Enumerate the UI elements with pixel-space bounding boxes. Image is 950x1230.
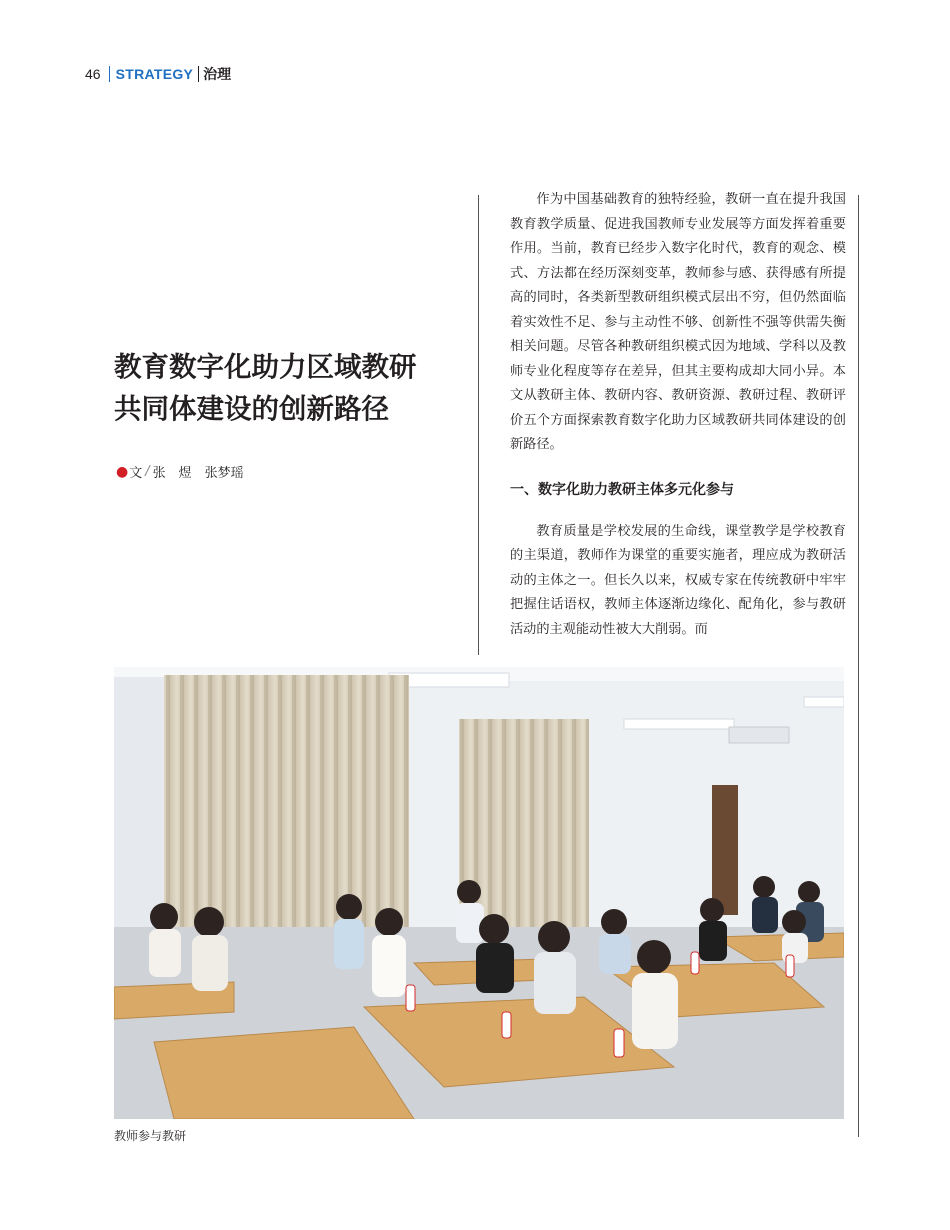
classroom-photo	[114, 667, 844, 1119]
article-title	[114, 346, 484, 430]
column-rule-left	[478, 195, 479, 655]
header-divider	[109, 66, 110, 82]
section-label-en: STRATEGY	[115, 66, 194, 82]
byline-authors: 张 煜 张梦瑶	[152, 466, 244, 481]
byline-dot-icon: ●	[116, 463, 129, 480]
byline-prefix: 文	[129, 466, 143, 481]
page-header	[85, 64, 231, 84]
page-number: 46	[85, 66, 101, 82]
section-1-paragraph: 教育质量是学校发展的生命线，课堂教学是学校教育的主渠道，教师作为课堂的重要实施者，理应成为教研活动的主体之一。但长久以来，权威专家在传统教研中牢牢把握住话语权，教师主体逐渐边缘化、配角化，参与教研活动的主观能动性被大大削弱。而	[510, 523, 846, 637]
intro-paragraph: 作为中国基础教育的独特经验，教研一直在提升我国教育教学质量、促进我国教师专业发展等方面发挥着重要作用。当前，教育已经步入数字化时代，教育的观念、模式、方法都在经历深刻变革，教师参与感、获得感有所提高的同时，各类新型教研组织模式层出不穷，但仍然面临着实效性不足、参与主动性不够、创新性不强等供需失衡相关问题。尽管各种教研组织模式因为地域、学科以及教师专业化程度等存在差异，但其主要构成却大同小异。本文从教研主体、教研内容、教研资源、教研过程、教研评价五个方面探索教育数字化助力区域教研共同体建设的创新路径。	[510, 192, 846, 452]
section-1-heading: 一、数字化助力教研主体多元化参与	[510, 481, 734, 498]
photo-caption: 教师参与教研	[114, 1129, 187, 1143]
title-line-1: 教育数字化助力区域教研	[114, 351, 417, 383]
title-line-2: 共同体建设的创新路径	[114, 393, 389, 425]
section-label-cn: 治理	[203, 67, 232, 83]
byline	[116, 462, 244, 481]
byline-separator: /	[145, 464, 150, 479]
column-rule-right	[858, 195, 859, 1137]
header-divider-2	[198, 66, 199, 82]
classroom-illustration	[114, 667, 844, 1119]
article-body	[510, 188, 846, 642]
